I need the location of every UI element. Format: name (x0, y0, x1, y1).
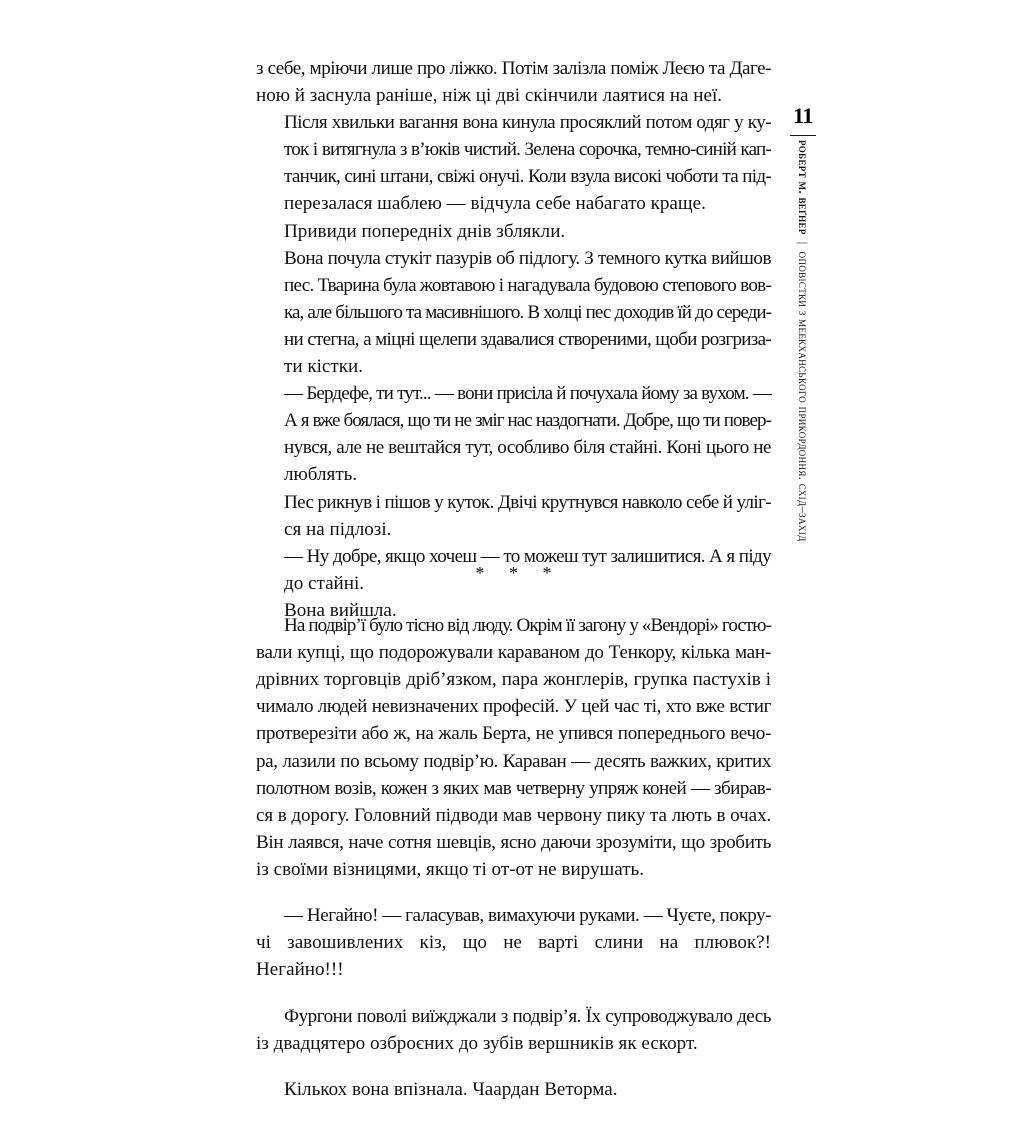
running-head-title: оповістки з меекханського прикордоння. схід–захід (796, 251, 810, 542)
text-line: — Негайно! — галасував, вимахуючи руками. — Чуєте, покру- (284, 905, 772, 927)
text-line: протверезіти або ж, на жаль Берта, не упився попереднього вечо- (256, 723, 771, 745)
scene-break-ornament: * * * (475, 563, 562, 583)
text-line: дрівних торговців дріб’язком, пара жонглерів, групка пастухів і (256, 669, 771, 691)
text-line: — Ну добре, якщо хочеш — то можеш тут залишитися. А я піду (284, 545, 771, 567)
paragraph (256, 55, 771, 109)
paragraph (256, 612, 771, 883)
text-line: На подвір’ї було тісно від люду. Окрім її загону у «Вендорі» гостю- (284, 615, 771, 637)
paragraph (256, 245, 771, 380)
text-line: — Бердефе, ти тут... — вони присіла й почухала йому за вухом. — (284, 383, 771, 405)
text-line: люблять. (284, 464, 358, 486)
body-text-column (256, 55, 771, 624)
text-line: перезалася шаблею — відчула себе набагато краще. (284, 193, 706, 215)
text-line: до стайні. (284, 572, 365, 594)
folio-divider-rule (790, 135, 816, 136)
text-line: ра, лазили по всьому подвір’ю. Караван — десять важких, критих (256, 750, 771, 772)
paragraph (256, 1003, 771, 1057)
text-line: нувся, але не вештайся тут, особливо біля стайні. Коні цього не (284, 437, 771, 459)
paragraph (256, 218, 771, 245)
text-line: ся в дорогу. Головний підводи мав червону пику та лють в очах. (256, 804, 772, 826)
running-head-text (796, 140, 810, 542)
paragraph (256, 380, 771, 488)
text-line: Привиди попередніх днів зблякли. (284, 220, 566, 242)
text-line: А я вже боялася, що ти не зміг нас наздогнати. Добре, що ти повер- (284, 410, 771, 432)
paragraph (256, 489, 771, 543)
paragraph (256, 1076, 771, 1103)
running-head (789, 140, 817, 860)
paragraph (256, 902, 771, 983)
page-number: 11 (793, 103, 813, 128)
text-line: Вона почула стукіт пазурів об підлогу. З темного кутка вийшов (284, 247, 771, 269)
text-line: з себе, мріючи лише про ліжко. Потім залізла поміж Леєю та Даге- (256, 58, 771, 79)
text-line: чі завошивлених кіз, що не варті слини на плювок?! Негайно!!! (256, 932, 771, 981)
text-line: ток і витягнула з в’юків чистий. Зелена сорочка, темно-синій кап- (284, 139, 771, 161)
margin-running-head-rail (789, 104, 829, 864)
text-line: Вона вийшла. (284, 599, 397, 621)
running-head-separator: | (796, 241, 810, 245)
text-line: ка, але більшого та масивнішого. В холці пес доходив їй до середи- (284, 301, 771, 323)
text-line: із двадцятеро озброєних до зубів вершників як ескорт. (256, 1032, 698, 1054)
paragraph (256, 109, 771, 217)
text-line: Кількох вона впізнала. Чаардан Веторма. (284, 1078, 618, 1100)
body-text-column-continued (256, 593, 771, 1122)
text-line: Пес рикнув і пішов у куток. Двічі крутнувся навколо себе й уліг- (284, 491, 771, 513)
text-line: пес. Тварина була жовтавою і нагадувала будовою степового вов- (284, 274, 772, 296)
text-line: полотном возів, кожен з яких мав четверну упряж коней — збирав- (256, 777, 771, 799)
running-head-author: роберт м. веґнер (796, 140, 810, 235)
text-line: із своїми візницями, якщо ті от-от не вирушать. (256, 858, 645, 880)
text-line: вали купці, що подорожували караваном до Тенкору, кілька ман- (256, 642, 771, 664)
text-line: Після хвильки вагання вона кинула просяклий потом одяг у ку- (284, 112, 771, 134)
text-line: Фургони поволі виїжджали з подвір’я. Їх супроводжувало десь (284, 1005, 771, 1027)
text-line: ною й заснула раніше, ніж ці дві скінчили лаятися на неї. (256, 85, 723, 107)
text-line: ни стегна, а міцні щелепи здавалися створеними, щоби розгриза- (284, 328, 771, 350)
text-line: ся на підлозі. (284, 518, 392, 540)
text-line: ти кістки. (284, 356, 364, 378)
text-line: чимало людей невизначених професій. У цей час ті, хто вже встиг (256, 696, 771, 718)
text-line: Він лаявся, наче сотня шевців, ясно даючи зрозуміти, що зробить (256, 831, 771, 853)
text-line: танчик, сині штани, свіжі онучі. Коли взула високі чоботи та під- (284, 166, 771, 188)
